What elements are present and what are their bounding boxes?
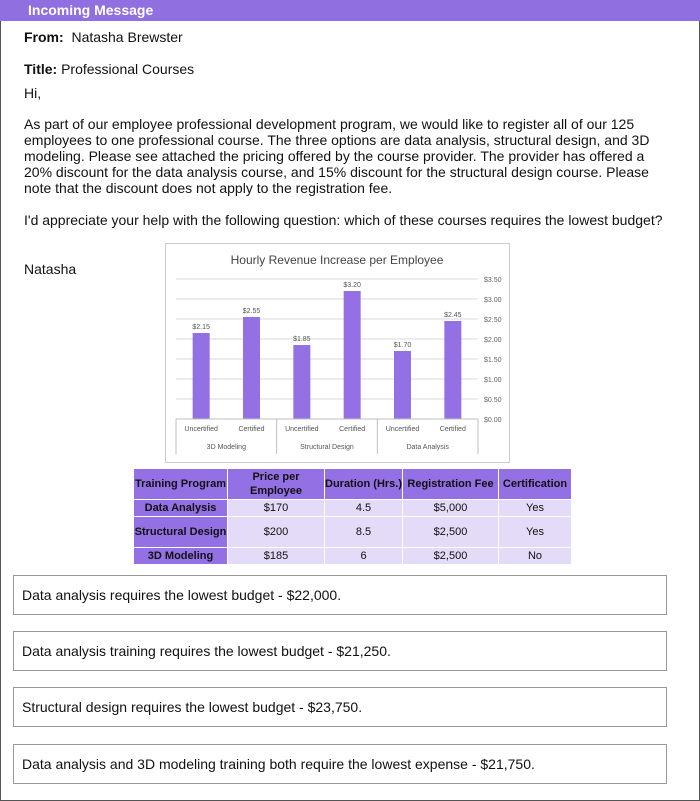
from-name: Natasha Brewster: [71, 29, 183, 45]
bar: [444, 321, 461, 419]
col-header-duration: Duration (Hrs.): [325, 469, 403, 500]
x-group-label: 3D Modeling: [206, 444, 246, 451]
cell-program: 3D Modeling: [134, 548, 228, 565]
cell-registration-fee: $2,500: [403, 548, 499, 565]
x-tick-label: Uncertified: [184, 426, 218, 433]
cell-price: $185: [228, 548, 325, 565]
bar: [293, 345, 310, 419]
message-body: As part of our employee professional development program, we would like to register all of our 125 employees to one professional course. The three options are data analysis, structural design, and 3D modeling. Please see attached the pricing offered by the course provider. The provider has offered a 20% discount for the data analysis course, and 15% discount for the structural design course. Please note that the discount does not apply to the registration fee.: [24, 116, 650, 196]
chart-x-tick-labels: [176, 419, 478, 454]
answer-option-label: Data analysis and 3D modeling training both require the lowest expense - $21,750.: [22, 756, 535, 772]
cell-certification: Yes: [499, 517, 572, 548]
col-header-registration-fee: Registration Fee: [403, 469, 499, 500]
answer-option-2[interactable]: [13, 631, 667, 671]
title-line: [24, 61, 194, 77]
table-row: [134, 517, 572, 548]
header-title: Incoming Message: [28, 2, 154, 18]
cell-price: $170: [228, 500, 325, 517]
message-header: [0, 0, 700, 21]
answer-option-1[interactable]: [13, 575, 667, 615]
cell-duration: 6: [325, 548, 403, 565]
cell-certification: No: [499, 548, 572, 565]
cell-duration: 8.5: [325, 517, 403, 548]
answer-option-label: Data analysis requires the lowest budget - $22,000.: [22, 587, 342, 603]
y-tick-label: $3.00: [484, 297, 502, 304]
chart-y-tick-labels: [484, 277, 502, 424]
y-tick-label: $2.00: [484, 337, 502, 344]
title-label: Title:: [24, 61, 58, 77]
bar-value-label: $3.20: [343, 282, 361, 289]
bar: [193, 333, 210, 419]
y-tick-label: $1.00: [484, 377, 502, 384]
answer-option-label: Structural design requires the lowest budget - $23,750.: [22, 699, 363, 715]
bar-value-label: $1.70: [393, 342, 412, 349]
col-header-price: Price per Employee: [228, 469, 325, 500]
table-header-row: [134, 469, 572, 500]
chart-svg: [166, 244, 509, 462]
y-tick-label: $3.50: [484, 277, 502, 284]
cell-program: Structural Design: [134, 517, 228, 548]
cell-registration-fee: $5,000: [403, 500, 499, 517]
from-label: From:: [24, 29, 64, 45]
col-header-certification: Certification: [499, 469, 572, 500]
col-header-program: Training Program: [134, 469, 228, 500]
greeting: Hi,: [24, 85, 42, 101]
signature: Natasha: [24, 261, 77, 277]
answer-option-label: Data analysis training requires the lowest budget - $21,250.: [22, 643, 391, 659]
chart-bars: [192, 282, 461, 419]
cell-price: $200: [228, 517, 325, 548]
y-tick-label: $0.50: [484, 397, 502, 404]
y-tick-label: $2.50: [484, 317, 502, 324]
bar: [394, 351, 411, 419]
cell-program: Data Analysis: [134, 500, 228, 517]
chart-gridlines: [176, 279, 478, 419]
from-line: [24, 29, 183, 45]
table-row: [134, 500, 572, 517]
cell-certification: Yes: [499, 500, 572, 517]
y-tick-label: $1.50: [484, 357, 502, 364]
bar-value-label: $2.55: [242, 308, 261, 315]
cell-duration: 4.5: [325, 500, 403, 517]
x-tick-label: Uncertified: [285, 426, 319, 433]
x-tick-label: Certified: [339, 426, 366, 433]
bar: [243, 317, 260, 419]
x-group-label: Structural Design: [300, 444, 354, 451]
cell-registration-fee: $2,500: [403, 517, 499, 548]
pricing-table: [133, 468, 572, 565]
x-tick-label: Uncertified: [385, 426, 420, 433]
x-tick-label: Certified: [439, 426, 466, 433]
title-value: Professional Courses: [61, 61, 195, 77]
chart-title: Hourly Revenue Increase per Employee: [230, 253, 444, 267]
y-tick-label: $0.00: [484, 417, 502, 424]
question-text: I'd appreciate your help with the following question: which of these courses requires the lowest budget?: [24, 212, 663, 228]
bar-value-label: $2.15: [192, 324, 210, 331]
x-tick-label: Certified: [238, 426, 265, 433]
revenue-chart: [165, 243, 510, 463]
answer-option-4[interactable]: [13, 744, 667, 784]
table-row: [134, 548, 572, 565]
bar: [344, 291, 361, 419]
bar-value-label: $1.85: [293, 336, 311, 343]
x-group-label: Data Analysis: [406, 444, 449, 451]
bar-value-label: $2.45: [444, 312, 462, 319]
answer-option-3[interactable]: [13, 687, 667, 727]
